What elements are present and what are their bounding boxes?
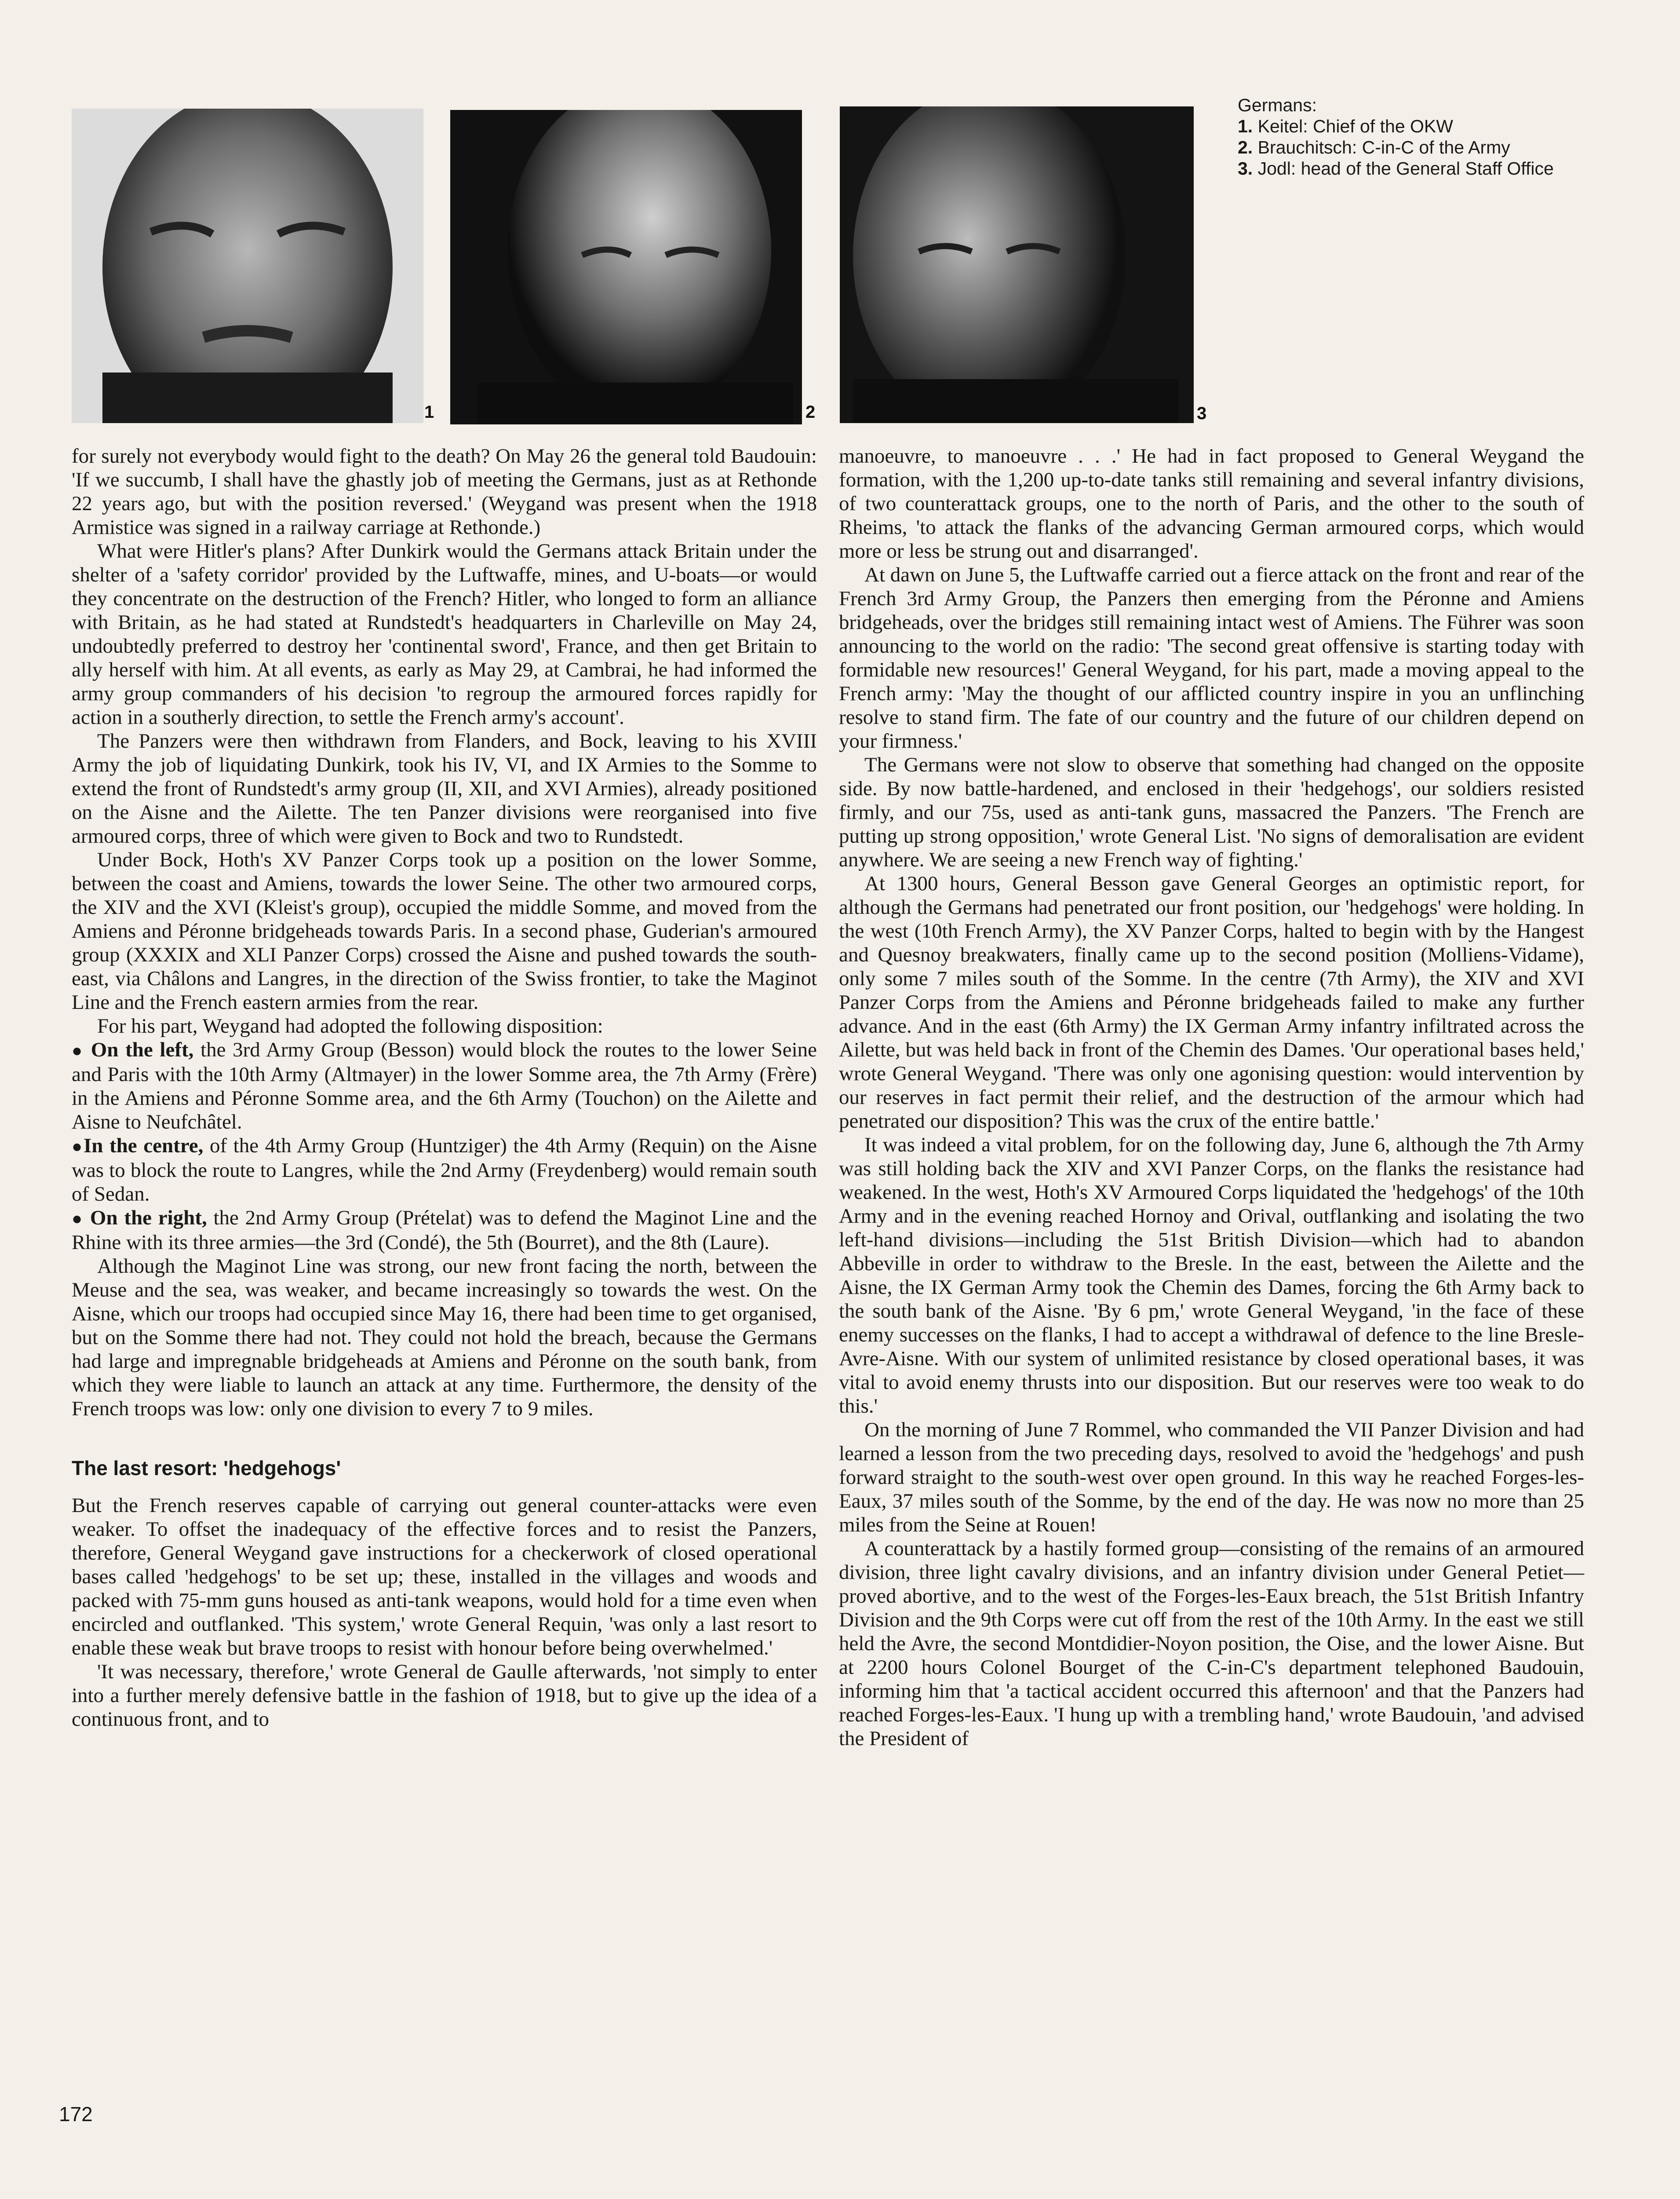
- caption-heading: Germans:: [1238, 95, 1317, 115]
- bullet-lead: In the centre,: [84, 1134, 204, 1157]
- right-column: [839, 444, 1584, 1750]
- portrait-jodl-image: [840, 106, 1194, 423]
- bullet-item: [72, 1134, 817, 1206]
- section-heading: The last resort: 'hedgehogs': [72, 1457, 341, 1479]
- bullet-dot-icon: ●: [72, 1041, 84, 1060]
- paragraph: For his part, Weygand had adopted the following disposition:: [97, 1015, 603, 1037]
- photo-brauchitsch: [450, 110, 802, 424]
- caption-item-text: Keitel: Chief of the OKW: [1257, 116, 1453, 136]
- photo-number-1: 1: [424, 402, 434, 422]
- caption-item: [1238, 116, 1598, 137]
- bullet-lead: On the left,: [91, 1038, 194, 1061]
- bullet-item: [72, 1038, 817, 1134]
- caption-item-text: Jodl: head of the General Staff Office: [1257, 158, 1554, 179]
- caption-item-text: Brauchitsch: C-in-C of the Army: [1257, 137, 1510, 157]
- photo-number-3: 3: [1197, 404, 1207, 423]
- bullet-text: of the 4th Army Group (Huntziger) the 4th Army (Requin) on the Aisne was to block the route to Langres, while the 2nd Army (Freydenberg) would remain south of Sedan.: [72, 1134, 817, 1205]
- paragraph: At dawn on June 5, the Luftwaffe carried out a fierce attack on the front and rear of the French 3rd Army Group, the Panzers then emerging from the Péronne and Amiens bridgeheads, over the bridges still remaining intact west of Amiens. The Führer was soon announcing to the world on the radio: 'The second great offensive is starting today with formidable new resources!' General Weygand, for his part, made a moving appeal to the French army: 'May the thought of our afflicted country inspire in you an unflinching resolve to stand firm. The fate of our country and the future of our children depend on your firmness.': [839, 563, 1584, 752]
- portrait-brauchitsch-image: [450, 110, 802, 424]
- portrait-keitel-image: [72, 109, 423, 423]
- page-number: 172: [59, 2103, 93, 2126]
- paragraph: manoeuvre, to manoeuvre . . .' He had in fact proposed to General Weygand the formation, with the 1,200 up-to-date tanks still remaining and several infantry divisions, of two counterattack groups, one to the north of Paris, and the other to the south of Rheims, 'to attack the flanks of the advancing German armoured corps, which would more or less be strung out and disarranged'.: [839, 445, 1584, 563]
- bullet-lead: On the right,: [90, 1206, 207, 1229]
- caption-item-number: 2.: [1238, 137, 1253, 157]
- caption-item: [1238, 137, 1598, 158]
- caption-item-number: 3.: [1238, 158, 1253, 179]
- paragraph: The Germans were not slow to observe that something had changed on the opposite side. By now battle-hardened, and enclosed in their 'hedgehogs', our soldiers resisted firmly, and our 75s, used as anti-tank guns, massacred the Panzers. 'The French are putting up strong opposition,' wrote General List. 'No signs of demoralisation are evident anywhere. We are seeing a new French way of fighting.': [839, 753, 1584, 871]
- paragraph: At 1300 hours, General Besson gave General Georges an optimistic report, for although the Germans had penetrated our front position, our 'hedgehogs' were holding. In the west (10th French Army), the XV Panzer Corps, halted to begin with by the Hangest and Quesnoy breakwaters, finally came up to the second position (Molliens-Vidame), only some 7 miles south of the Somme. In the centre (7th Army), the XIV and XVI Panzer Corps from the Amiens and Péronne bridgeheads failed to make any further advance. And in the east (6th Army) the IX German Army infantry infiltrated across the Ailette, but was held back in front of the Chemin des Dames. 'Our operational bases held,' wrote General Weygand. 'There was only one agonising question: would intervention by our reserves in fact permit their relief, and the destruction of the armour which had penetrated our disposition? This was the crux of the entire battle.': [839, 872, 1584, 1132]
- paragraph: On the morning of June 7 Rommel, who commanded the VII Panzer Division and had learned a lesson from the two preceding days, resolved to avoid the 'hedgehogs' and push forward straight to the south-west over open ground. In this way he reached Forges-les-Eaux, 37 miles south of the Somme, by the end of the day. He was now no more than 25 miles from the Seine at Rouen!: [839, 1418, 1584, 1536]
- photo-keitel: [72, 109, 423, 423]
- paragraph: 'It was necessary, therefore,' wrote General de Gaulle afterwards, 'not simply to enter into a further merely defensive battle in the fashion of 1918, but to give up the idea of a continuous front, and to: [72, 1660, 817, 1731]
- photo-number-2: 2: [805, 402, 816, 422]
- bullet-dot-icon: ●: [72, 1209, 84, 1228]
- paragraph: Under Bock, Hoth's XV Panzer Corps took up a position on the lower Somme, between the coast and Amiens, towards the lower Seine. The other two armoured corps, the XIV and the XVI (Kleist's group), occupied the middle Somme, and moved from the Amiens and Péronne bridgeheads towards Paris. In a second phase, Guderian's armoured group (XXXIX and XLI Panzer Corps) crossed the Aisne and pushed towards the south-east, via Châlons and Langres, in the direction of the Swiss frontier, to take the Maginot Line and the French eastern armies from the rear.: [72, 848, 817, 1014]
- bullet-text: the 3rd Army Group (Besson) would block the routes to the lower Seine and Paris with the 10th Army (Altmayer) in the lower Somme area, the 7th Army (Frère) in the Amiens and Péronne Somme area, and the 6th Army (Touchon) on the Ailette and Aisne to Neufchâtel.: [72, 1038, 817, 1133]
- bullet-item: [72, 1206, 817, 1254]
- caption-item-number: 1.: [1238, 116, 1253, 136]
- bullet-dot-icon: ●: [72, 1136, 84, 1156]
- left-column: [72, 444, 817, 1731]
- paragraph: Although the Maginot Line was strong, our new front facing the north, between the Meuse and the sea, was weaker, and became increasingly so towards the west. On the Aisne, which our troops had occupied since May 16, there had been time to get organised, but on the Somme there had not. They could not hold the breach, because the Germans had large and impregnable bridgeheads at Amiens and Péronne on the south bank, from which they were liable to launch an attack at any time. Furthermore, the density of the French troops was low: only one division to every 7 to 9 miles.: [72, 1255, 817, 1420]
- paragraph: It was indeed a vital problem, for on the following day, June 6, although the 7th Army was still holding back the XIV and XVI Panzer Corps, on the flanks the resistance had weakened. In the west, Hoth's XV Armoured Corps liquidated the 'hedgehogs' of the 10th Army and in the evening reached Hornoy and Orival, outflanking and isolating the two left-hand divisions—including the 51st British Division—which had to abandon Abbeville in order to withdraw to the Bresle. In the east, between the Ailette and the Aisne, the IX German Army took the Chemin des Dames, forcing the 6th Army back to the south bank of the Aisne. 'By 6 pm,' wrote General Weygand, 'in the face of these enemy successes on the flanks, I had to accept a withdrawal of defence to the line Bresle-Avre-Aisne. With our system of unlimited resistance by closed operational bases, it was vital to avoid enemy thrusts into our disposition. But our reserves were too weak to do this.': [839, 1133, 1584, 1417]
- paragraph: for surely not everybody would fight to the death? On May 26 the general told Baudouin: 'If we succumb, I shall have the ghastly job of meeting the Germans, just as at Rethonde 22 years ago, but with the position reversed.' (Weygand was present when the 1918 Armistice was signed in a railway carriage at Rethonde.): [72, 445, 817, 539]
- paragraph: But the French reserves capable of carrying out general counter-attacks were even weaker. To offset the inadequacy of the effective forces and to resist the Panzers, therefore, General Weygand gave instructions for a checkerwork of closed operational bases called 'hedgehogs' to be set up; these, installed in the villages and woods and packed with 75-mm guns housed as anti-tank weapons, would hold for a time even when encircled and outflanked. 'This system,' wrote General Requin, 'was only a last resort to enable these weak but brave troops to resist with honour before being overwhelmed.': [72, 1494, 817, 1659]
- paragraph: A counterattack by a hastily formed group—consisting of the remains of an armoured division, three light cavalry divisions, and an infantry division under General Petiet—proved abortive, and to the west of the Forges-les-Eaux breach, the 51st British Infantry Division and the 9th Corps were cut off from the rest of the 10th Army. In the east we still held the Avre, the second Montdidier-Noyon position, the Oise, and the lower Aisne. But at 2200 hours Colonel Bourget of the C-in-C's department telephoned Baudouin, informing him that 'a tactical accident occurred this afternoon' and that the Panzers had reached Forges-les-Eaux. 'I hung up with a trembling hand,' wrote Baudouin, 'and advised the President of: [839, 1537, 1584, 1750]
- photo-jodl: [840, 106, 1194, 423]
- paragraph: What were Hitler's plans? After Dunkirk would the Germans attack Britain under the shelter of a 'safety corridor' provided by the Luftwaffe, mines, and U-boats—or would they concentrate on the destruction of the French? Hitler, who longed to form an alliance with Britain, as he had stated at Rundstedt's headquarters in Charleville on May 24, undoubtedly preferred to destroy her 'continental sword', France, and then get Britain to ally herself with him. At all events, as early as May 29, at Cambrai, he had informed the army group commanders of his decision 'to regroup the armoured forces rapidly for action in a southerly direction, to settle the French army's account'.: [72, 540, 817, 729]
- paragraph: The Panzers were then withdrawn from Flanders, and Bock, leaving to his XVIII Army the job of liquidating Dunkirk, took his IV, VI, and IX Armies to the Somme to extend the front of Rundstedt's army group (II, XII, and XVI Armies), already positioned on the Aisne and the Ailette. The ten Panzer divisions were reorganised into five armoured corps, three of which were given to Bock and two to Rundstedt.: [72, 730, 817, 847]
- photo-caption: [1238, 95, 1598, 179]
- bullet-text: the 2nd Army Group (Prételat) was to defend the Maginot Line and the Rhine with its three armies—the 3rd (Condé), the 5th (Bourret), and the 8th (Laure).: [72, 1206, 817, 1254]
- caption-item: [1238, 158, 1598, 179]
